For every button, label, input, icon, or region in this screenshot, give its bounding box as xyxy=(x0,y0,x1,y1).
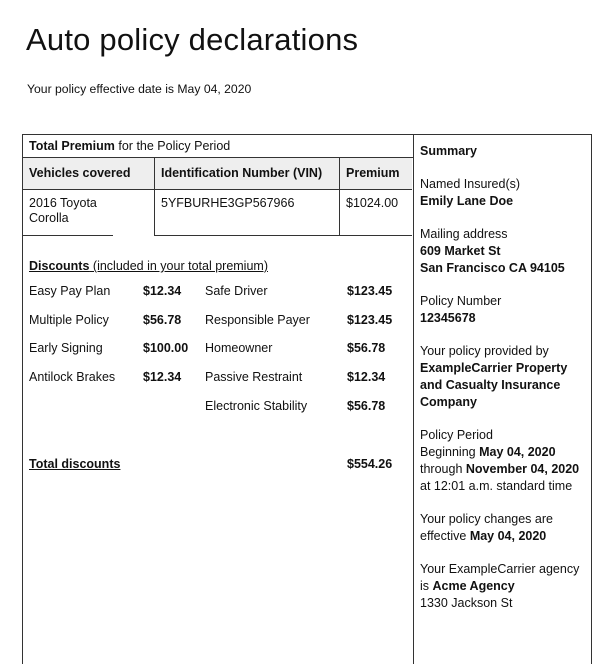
policy-period-text xyxy=(420,444,591,495)
policy-number-block xyxy=(420,293,591,327)
discount-value: $56.78 xyxy=(347,399,386,413)
agency-prefix: Your ExampleCarrier agency is xyxy=(420,562,580,593)
mailing-address-label: Mailing address xyxy=(420,227,508,241)
policy-period-block xyxy=(420,427,591,495)
discounts-note: (included in your total premium) xyxy=(89,259,268,273)
discount-value: $100.00 xyxy=(143,341,189,355)
discount-name: Antilock Brakes xyxy=(29,370,116,384)
provider-name: ExampleCarrier Property and Casualty Insurance Company xyxy=(420,361,568,409)
premium-section xyxy=(23,135,414,664)
period-end-date: November 04, 2020 xyxy=(465,462,580,476)
discount-name: Electronic Stability xyxy=(205,399,308,413)
total-premium-label: Total Premium xyxy=(29,139,115,153)
vehicles-table xyxy=(23,158,413,236)
changes-prefix: Your policy changes are effective xyxy=(420,512,553,543)
period-suffix: at 12:01 a.m. standard time xyxy=(420,479,573,493)
column-header-vin: Identification Number (VIN) xyxy=(154,158,339,190)
period-beginning-prefix: Beginning xyxy=(420,445,480,459)
discount-name: Homeowner xyxy=(205,341,273,355)
provider-label: Your policy provided by xyxy=(420,344,549,358)
summary-title: Summary xyxy=(420,144,477,158)
discount-value: $56.78 xyxy=(347,341,386,355)
provider-block xyxy=(420,343,591,411)
discount-value: $12.34 xyxy=(347,370,386,384)
discount-value: $123.45 xyxy=(347,313,393,327)
page-title: Auto policy declarations xyxy=(26,22,359,57)
changes-date: May 04, 2020 xyxy=(469,529,547,543)
summary-panel xyxy=(414,135,591,628)
total-premium-suffix: for the Policy Period xyxy=(114,139,231,153)
discount-name: Safe Driver xyxy=(205,284,268,298)
discounts-heading xyxy=(29,259,268,273)
discount-name: Passive Restraint xyxy=(205,370,303,384)
period-start-date: May 04, 2020 xyxy=(479,445,556,459)
column-header-vehicles: Vehicles covered xyxy=(23,158,154,190)
discounts-label: Discounts xyxy=(29,259,90,273)
discount-name: Easy Pay Plan xyxy=(29,284,111,298)
discount-name: Responsible Payer xyxy=(205,313,310,327)
declarations-table xyxy=(22,134,592,664)
mailing-address-line2: San Francisco CA 94105 xyxy=(420,261,565,275)
vehicle-cell: 2016 Toyota Corolla xyxy=(23,190,113,236)
named-insured-value: Emily Lane Doe xyxy=(420,194,514,208)
discount-name: Multiple Policy xyxy=(29,313,109,327)
policy-period-label: Policy Period xyxy=(420,428,493,442)
named-insured-label: Named Insured(s) xyxy=(420,177,521,191)
agency-name: Acme Agency xyxy=(432,579,515,593)
discount-name: Early Signing xyxy=(29,341,103,355)
named-insured-block xyxy=(420,176,591,210)
total-premium-heading xyxy=(23,135,413,158)
discount-value: $12.34 xyxy=(143,284,182,298)
policy-changes-block xyxy=(420,511,591,545)
policy-number-value: 12345678 xyxy=(420,311,476,325)
column-header-premium: Premium xyxy=(339,158,412,190)
total-discounts-value: $554.26 xyxy=(347,457,393,471)
agency-block xyxy=(420,561,591,612)
discount-value: $12.34 xyxy=(143,370,182,384)
policy-number-label: Policy Number xyxy=(420,294,502,308)
period-through-prefix: through xyxy=(420,462,466,476)
effective-date-text: Your policy effective date is May 04, 2020 xyxy=(27,82,252,96)
total-discounts-label: Total discounts xyxy=(29,457,121,471)
mailing-address-line1: 609 Market St xyxy=(420,244,501,258)
mailing-address-block xyxy=(420,226,591,277)
vin-cell: 5YFBURHE3GP567966 xyxy=(154,190,339,236)
agency-address: 1330 Jackson St xyxy=(420,596,513,610)
premium-cell: $1024.00 xyxy=(339,190,412,236)
discount-value: $123.45 xyxy=(347,284,393,298)
discount-value: $56.78 xyxy=(143,313,182,327)
